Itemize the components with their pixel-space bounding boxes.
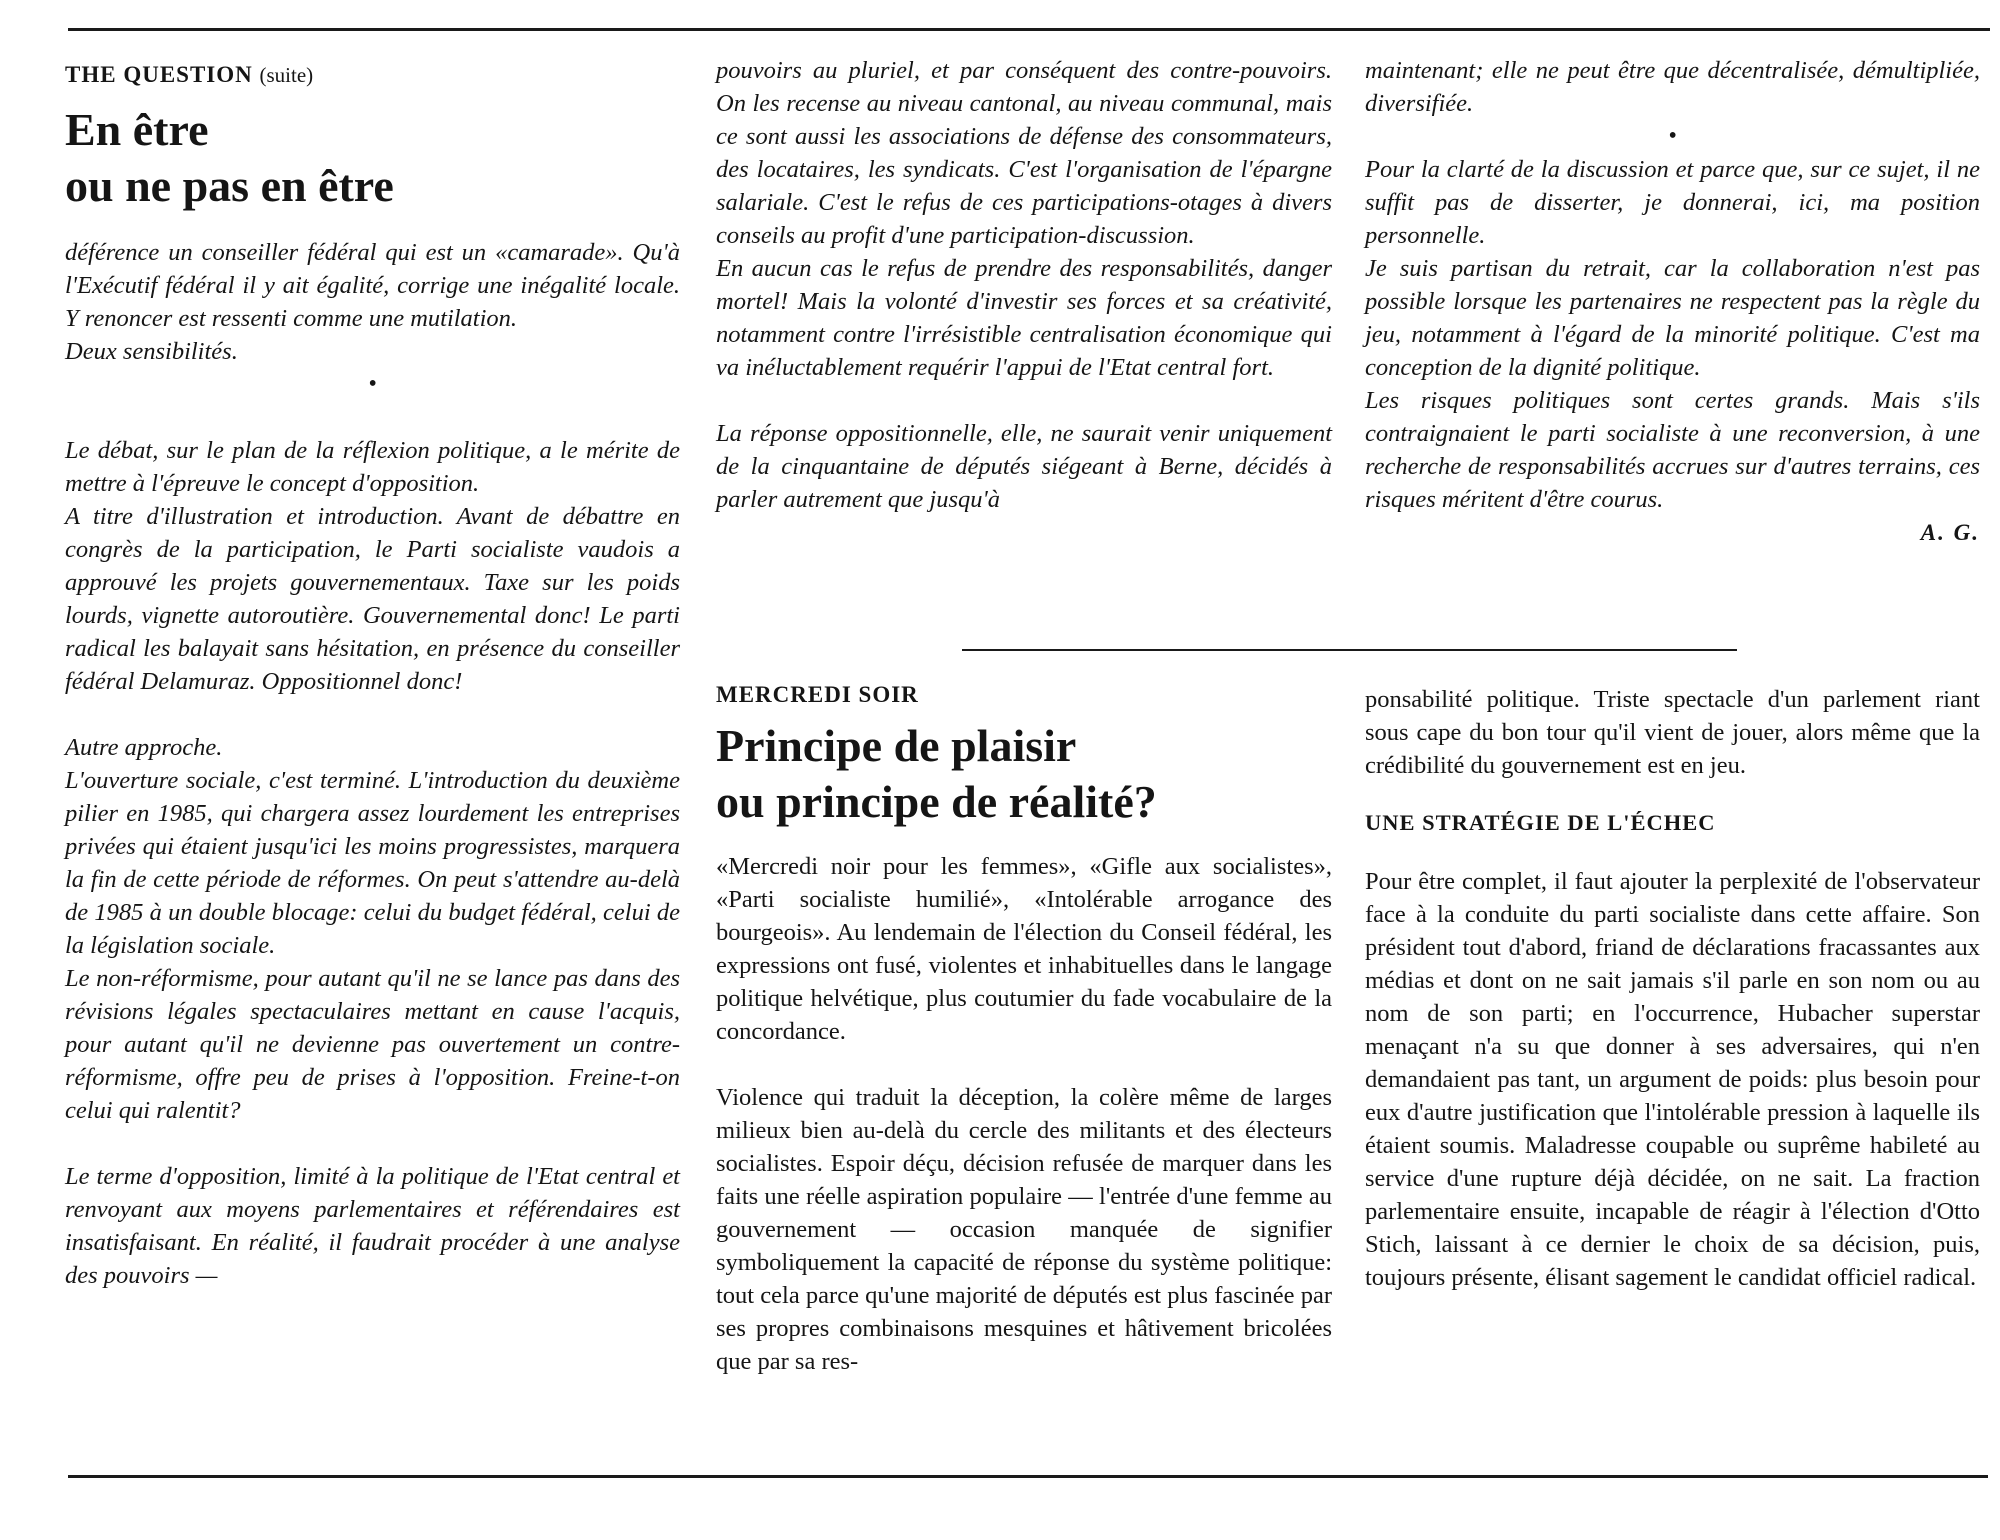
article1-col2	[716, 54, 1332, 516]
article1-col1-body	[65, 236, 680, 1292]
article1-headline	[65, 102, 680, 214]
paragraph: A titre d'illustration et introduction. Avant de débattre en congrès de la participation, le Parti socialiste vaudois a approuvé les projets gouvernementaux. Taxe sur les poids lourds, vignette autoroutière. Gouvernemental donc! Le parti radical les balayait sans hésitation, en présence du conseiller fédéral Delamuraz. Oppositionnel donc!	[65, 503, 680, 695]
headline-line: ou ne pas en être	[65, 160, 394, 211]
section-subhead: UNE STRATÉGIE DE L'ÉCHEC	[1365, 810, 1716, 835]
author-signature: A. G.	[1920, 520, 1980, 545]
paragraph: Autre approche.	[65, 734, 223, 761]
headline-line: En être	[65, 104, 209, 155]
top-rule	[68, 28, 1990, 31]
paragraph: maintenant; elle ne peut être que décentralisée, démultipliée, diversifiée.	[1365, 57, 1980, 117]
headline-line: Principe de plaisir	[716, 720, 1077, 771]
paragraph: Le débat, sur le plan de la réflexion politique, a le mérite de mettre à l'épreuve le concept d'opposition.	[65, 437, 680, 497]
paragraph: Violence qui traduit la déception, la colère même de larges milieux bien au-delà du cercle des militants et des électeurs socialistes. Espoir déçu, décision refusée de marquer dans les faits une réelle aspiration populaire — l'entrée d'une femme au gouvernement — occasion manquée de signifier symboliquement la capacité de réponse du système politique: tout cela parce qu'une majorité de députés est plus fascinée par ses propres combinaisons mesquines et hâtivement bricolées que par sa res-	[716, 1084, 1332, 1375]
paragraph: Le non-réformisme, pour autant qu'il ne se lance pas dans des révisions légales spectaculaires mettant en cause l'acquis, pour autant qu'il ne devienne pas ouvertement un contre-réformisme, offre peu de prises à l'opposition. Freine-t-on celui qui ralentit?	[65, 965, 680, 1124]
paragraph: «Mercredi noir pour les femmes», «Gifle aux socialistes», «Parti socialiste humilié», «Intolérable arrogance des bourgeois». Au lendemain de l'élection du Conseil fédéral, les expressions ont fusé, violentes et inhabituelles dans le langage politique helvétique, plus coutumier du fade vocabulaire de la concordance.	[716, 853, 1332, 1045]
paragraph: L'ouverture sociale, c'est terminé. L'introduction du deuxième pilier en 1985, qui chargera assez lourdement les entreprises privées qui étaient jusqu'ici les moins progressistes, marquera la fin de cette période de réformes. On peut s'attendre au-delà de 1985 à un double blocage: celui du budget fédéral, celui de la législation sociale.	[65, 767, 680, 959]
paragraph: Je suis partisan du retrait, car la collaboration n'est pas possible lorsque les partenaires ne respectent pas la règle du jeu, notamment à l'égard de la minorité politique. C'est ma conception de la dignité politique.	[1365, 255, 1980, 381]
paragraph: Les risques politiques sont certes grands. Mais s'ils contraignaient le parti socialiste à une reconversion, à une recherche de responsabilités accrues sur d'autres terrains, ces risques méritent d'être courus.	[1365, 387, 1980, 513]
paragraph: déférence un conseiller fédéral qui est un «camarade». Qu'à l'Exécutif fédéral il y ait égalité, corrige une inégalité locale. Y renoncer est ressenti comme une mutilation.	[65, 239, 680, 332]
headline-line: ou principe de réalité?	[716, 776, 1157, 827]
kicker-label: THE QUESTION	[65, 62, 253, 87]
paragraph: La réponse oppositionnelle, elle, ne saurait venir uniquement de la cinquantaine de députés siégeant à Berne, décidés à parler autrement que jusqu'à	[716, 420, 1332, 513]
separator-bullet: •	[1668, 123, 1677, 149]
separator-bullet: •	[368, 371, 377, 397]
section-divider-rule	[962, 649, 1737, 651]
article2-col2	[716, 680, 1332, 1378]
article1-col1	[65, 60, 680, 1292]
article2-col3	[1365, 683, 1980, 1294]
kicker-suffix: (suite)	[259, 63, 314, 87]
paragraph: Pour la clarté de la discussion et parce que, sur ce sujet, il ne suffit pas de disserter, je donnerai, ici, ma position personnelle.	[1365, 156, 1980, 249]
paragraph: Deux sensibilités.	[65, 338, 238, 365]
article1-kicker	[65, 60, 680, 90]
article2-headline	[716, 718, 1332, 830]
article2-kicker: MERCREDI SOIR	[716, 682, 919, 707]
paragraph: pouvoirs au pluriel, et par conséquent des contre-pouvoirs. On les recense au niveau cantonal, au niveau communal, mais ce sont aussi les associations de défense des consommateurs, des locataires, les syndicats. C'est l'organisation de l'épargne salariale. C'est le refus de ces participations-otages à divers conseils au profit d'une participation-discussion.	[716, 57, 1332, 249]
paragraph: Le terme d'opposition, limité à la politique de l'Etat central et renvoyant aux moyens parlementaires et référendaires est insatisfaisant. En réalité, il faudrait procéder à une analyse des pouvoirs —	[65, 1163, 680, 1289]
article2-col2-body	[716, 850, 1332, 1378]
paragraph: En aucun cas le refus de prendre des responsabilités, danger mortel! Mais la volonté d'investir ses forces et sa créativité, notamment contre l'irrésistible centralisation économique qui va inéluctablement requérir l'appui de l'Etat central fort.	[716, 255, 1332, 381]
paragraph: ponsabilité politique. Triste spectacle d'un parlement riant sous cape du bon tour qu'il vient de jouer, alors même que la crédibilité du gouvernement est en jeu.	[1365, 686, 1980, 779]
article1-col3	[1365, 54, 1980, 549]
paragraph: Pour être complet, il faut ajouter la perplexité de l'observateur face à la conduite du parti socialiste dans cette affaire. Son président tout d'abord, friand de déclarations fracassantes aux médias et dont on ne sait jamais s'il parle en son nom ou au nom de son parti; en l'occurrence, Hubacher superstar menaçant n'a su que donner à ses adversaires, qui n'en demandaient pas tant, un argument de poids: plus besoin pour eux d'autre justification que l'intolérable pression à laquelle ils étaient soumis. Maladresse coupable ou suprême habileté au service d'une rupture déjà décidée, on ne sait. La fraction parlementaire ensuite, incapable de réagir à l'élection d'Otto Stich, laissant à ce dernier le choix de sa décision, puis, toujours présente, élisant sagement le candidat officiel radical.	[1365, 868, 1980, 1291]
bottom-rule	[68, 1475, 1988, 1478]
